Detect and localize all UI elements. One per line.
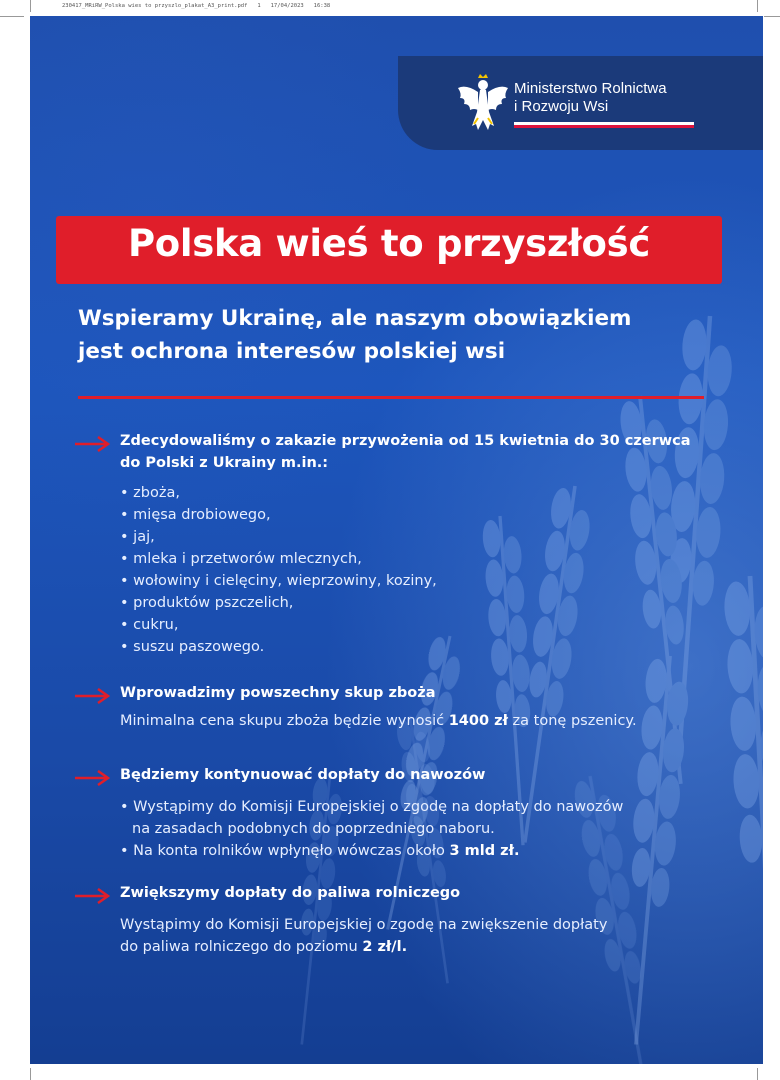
red-divider (78, 396, 704, 399)
poster (30, 16, 763, 1064)
section-heading-fuel: Zwiększymy dopłaty do paliwa rolniczego (120, 885, 461, 901)
crop-mark (764, 16, 780, 17)
list-item: • cukru, (120, 617, 179, 633)
arrow-right-icon (74, 888, 110, 904)
arrow-right-icon (74, 770, 110, 786)
ministry-name: Ministerstwo Rolnictwa i Rozwoju Wsi (514, 80, 667, 115)
crop-mark (30, 0, 31, 12)
list-item: • mięsa drobiowego, (120, 507, 271, 523)
import-ban-list (120, 482, 437, 658)
section-heading-grain-purchase: Wprowadzimy powszechny skup zboża (120, 685, 436, 701)
crop-mark (30, 1068, 31, 1080)
fuel-text: Wystąpimy do Komisji Europejskiej o zgodę na zwiększenie dopłaty do paliwa rolniczego do poziomu 2 zł/l. (120, 917, 608, 955)
fertilizer-text: • Wystąpimy do Komisji Europejskiej o zgodę na dopłaty do nawozów na zasadach podobnych do poprzedniego naboru. • Na konta rolników wpłynęło wówczas około 3 mld zł. (120, 799, 624, 859)
print-header: 230417_MRiRW_Polska wies to przyszlo_plakat_A3_print.pdf 1 17/04/2023 16:38 (62, 3, 331, 9)
section-heading-fertilizer: Będziemy kontynuować dopłaty do nawozów (120, 767, 486, 783)
list-item: • zboża, (120, 485, 180, 501)
arrow-right-icon (74, 436, 110, 452)
list-item: • wołowiny i cielęciny, wieprzowiny, koziny, (120, 573, 437, 589)
arrow-right-icon (74, 688, 110, 704)
subtitle: Wspieramy Ukrainę, ale naszym obowiązkiem jest ochrona interesów polskiej wsi (78, 306, 632, 364)
ministry-logo-box (398, 56, 763, 150)
list-item: • produktów pszczelich, (120, 595, 294, 611)
section-heading-import-ban: Zdecydowaliśmy o zakazie przywożenia od 15 kwietnia do 30 czerwca do Polski z Ukrainy m.in.: (120, 433, 691, 471)
crop-mark (0, 16, 24, 17)
eagle-icon (456, 74, 510, 132)
list-item: • jaj, (120, 529, 155, 545)
crop-mark (757, 1068, 758, 1080)
polish-flag-stripe (514, 122, 694, 130)
list-item: • suszu paszowego. (120, 639, 265, 655)
page-title: Polska wieś to przyszłość (127, 222, 651, 265)
crop-mark (757, 0, 758, 12)
grain-purchase-text: Minimalna cena skupu zboża będzie wynosić 1400 zł za tonę pszenicy. (120, 713, 637, 729)
title-banner (56, 216, 722, 284)
list-item: • mleka i przetworów mlecznych, (120, 551, 362, 567)
